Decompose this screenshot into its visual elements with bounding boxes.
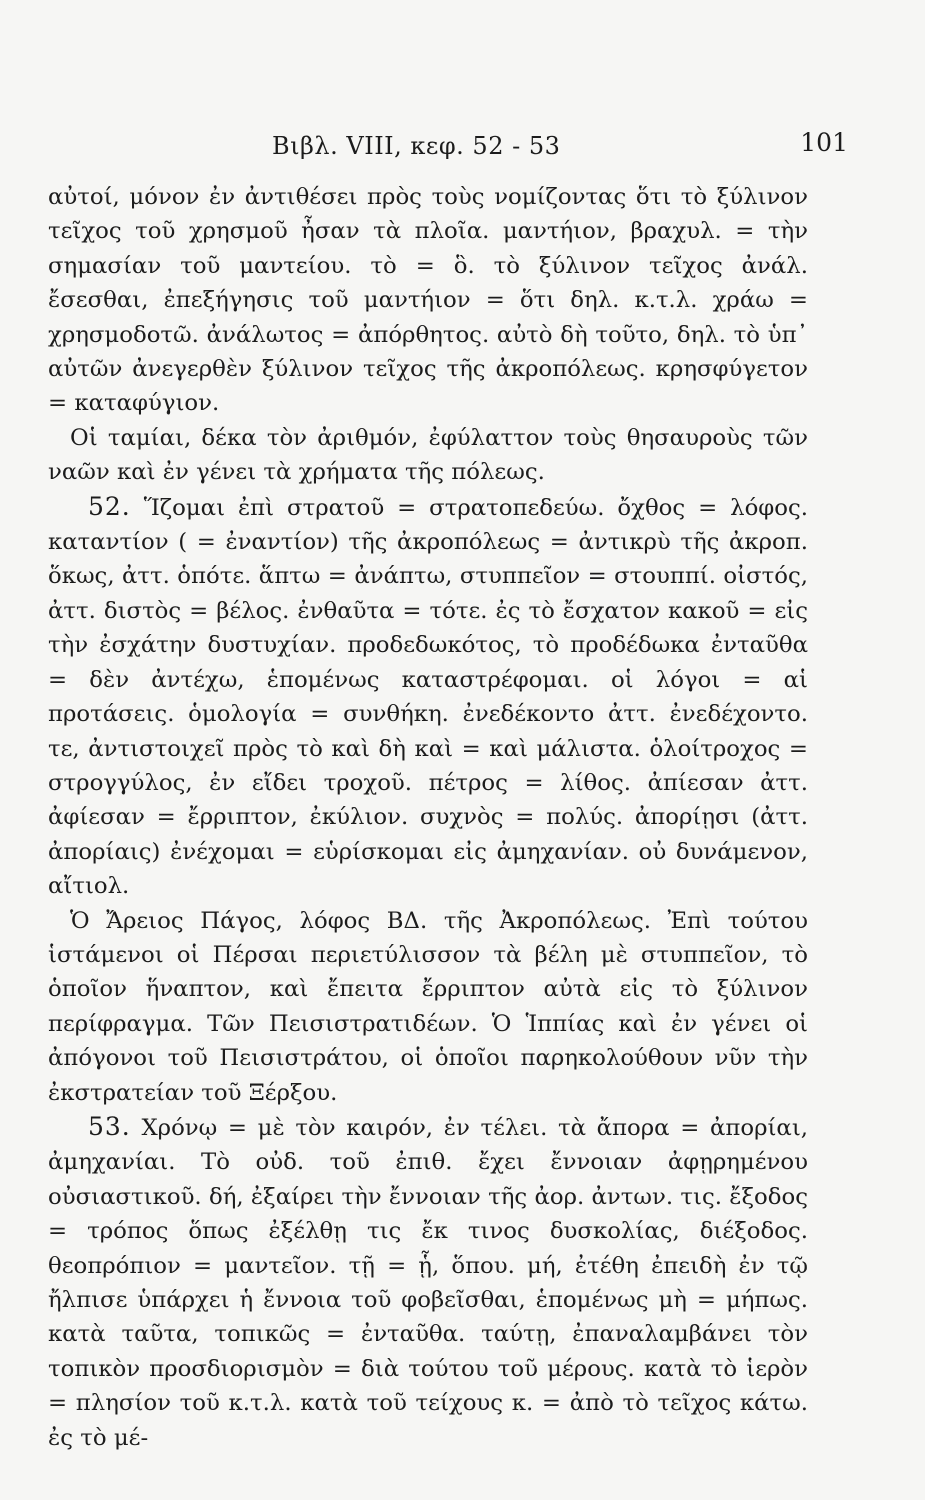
page-header (48, 128, 848, 172)
commentary-text (48, 180, 808, 1455)
page-number: 101 (800, 128, 848, 157)
section-number: 53. (88, 1111, 131, 1141)
section-52 (48, 490, 808, 904)
paragraph-tamiai: Οἱ ταμίαι, δέκα τὸν ἀριθμόν, ἐφύλαττον τοὺς θησαυροὺς τῶν ναῶν καὶ ἐν γένει τὰ χρήματα τῆς πόλεως. (48, 424, 808, 486)
section-52-text: Ἵζομαι ἐπὶ στρατοῦ = στρατοπεδεύω. ὄχθος = λόφος. καταντίον ( = ἐναντίον) τῆς ἀκροπόλεως = ἀντικρὺ τῆς ἀκροπ. ὅκως, ἀττ. ὁπότε. ἅπτω = ἀνάπτω, στυππεῖον = στουππί. οἰστός, ἀττ. διστὸς = βέλος. ἐνθαῦτα = τότε. ἐς τὸ ἔσχατον κακοῦ = εἰς τὴν ἐσχάτην δυστυχίαν. προδεδωκότος, τὸ προδέδωκα ἐνταῦθα = δὲν ἀντέχω, ἑπομένως καταστρέφομαι. οἱ λόγοι = αἱ προτάσεις. ὁμολογία = συνθήκη. ἐνεδέκοντο ἀττ. ἐνεδέχοντο. τε, ἀντιστοιχεῖ πρὸς τὸ καὶ δὴ καὶ = καὶ μάλιστα. ὁλοίτροχος = στρογγύλος, ἐν εἴδει τροχοῦ. πέτρος = λίθος. ἀπίεσαν ἀττ. ἀφίεσαν = ἔρριπτον, ἐκύλιον. συχνὸς = πολύς. ἀπορίῃσι (ἀττ. ἀπορίαις) ἐνέχομαι = εὑρίσκομαι εἰς ἀμηχανίαν. οὐ δυνάμενον, αἴτιολ. (48, 494, 808, 900)
running-head: Βιβλ. VIII, κεφ. 52 - 53 (272, 132, 561, 160)
section-53 (48, 1110, 808, 1455)
section-number: 52. (88, 491, 131, 521)
section-53-text: Χρόνῳ = μὲ τὸν καιρόν, ἐν τέλει. τὰ ἄπορα = ἀπορίαι, ἀμηχανίαι. Τὸ οὐδ. τοῦ ἐπιθ. ἔχει ἔννοιαν ἀφῃρημένου οὐσιαστικοῦ. δή, ἐξαίρει τὴν ἔννοιαν τῆς ἀορ. ἀντων. τις. ἔξοδος = τρόπος ὅπως ἐξέλθῃ τις ἔκ τινος δυσκολίας, διέξοδος. θεοπρόπιον = μαντεῖον. τῇ = ᾗ, ὅπου. μή, ἐτέθη ἐπειδὴ ἐν τῷ ἤλπισε ὑπάρχει ἡ ἔννοια τοῦ φοβεῖσθαι, ἑπομένως μὴ = μήπως. κατὰ ταῦτα, τοπικῶς = ἐνταῦθα. ταύτῃ, ἐπαναλαμβάνει τὸν τοπικὸν προσδιορισμὸν = διὰ τούτου τοῦ μέρους. κατὰ τὸ ἱερὸν = πλησίον τοῦ κ.τ.λ. κατὰ τοῦ τείχους κ. = ἀπὸ τὸ τεῖχος κάτω. ἐς τὸ μέ- (48, 1114, 808, 1451)
paragraph-areios-pagos: Ὁ Ἄρειος Πάγος, λόφος ΒΔ. τῆς Ἀκροπόλεως. Ἐπὶ τούτου ἱστάμενοι οἱ Πέρσαι περιετύλισσον τὰ βέλη μὲ στυππεῖον, τὸ ὁποῖον ἥναπτον, καὶ ἔπειτα ἔρριπτον αὐτὰ εἰς τὸ ξύλινον περίφραγμα. Τῶν Πεισιστρατιδέων. Ὁ Ἱππίας καὶ ἐν γένει οἱ ἀπόγονοι τοῦ Πεισιστράτου, οἱ ὁποῖοι παρηκολούθουν νῦν τὴν ἐκστρατείαν τοῦ Ξέρξου. (48, 907, 808, 1106)
paragraph-continuation: αὐτοί, μόνον ἐν ἀντιθέσει πρὸς τοὺς νομίζοντας ὅτι τὸ ξύλινον τεῖχος τοῦ χρησμοῦ ἦσαν τὰ πλοῖα. μαντήιον, βραχυλ. = τὴν σημασίαν τοῦ μαντείου. τὸ = ὃ. τὸ ξύλινον τεῖχος ἀνάλ. ἔσεσθαι, ἐπεξήγησις τοῦ μαντήιον = ὅτι δηλ. κ.τ.λ. χράω = χρησμοδοτῶ. ἀνάλωτος = ἀπόρθητος. αὐτὸ δὴ τοῦτο, δηλ. τὸ ὑπ᾽ αὐτῶν ἀνεγερθὲν ξύλινον τεῖχος τῆς ἀκροπόλεως. κρησφύγετον = καταφύγιον. (48, 184, 808, 417)
